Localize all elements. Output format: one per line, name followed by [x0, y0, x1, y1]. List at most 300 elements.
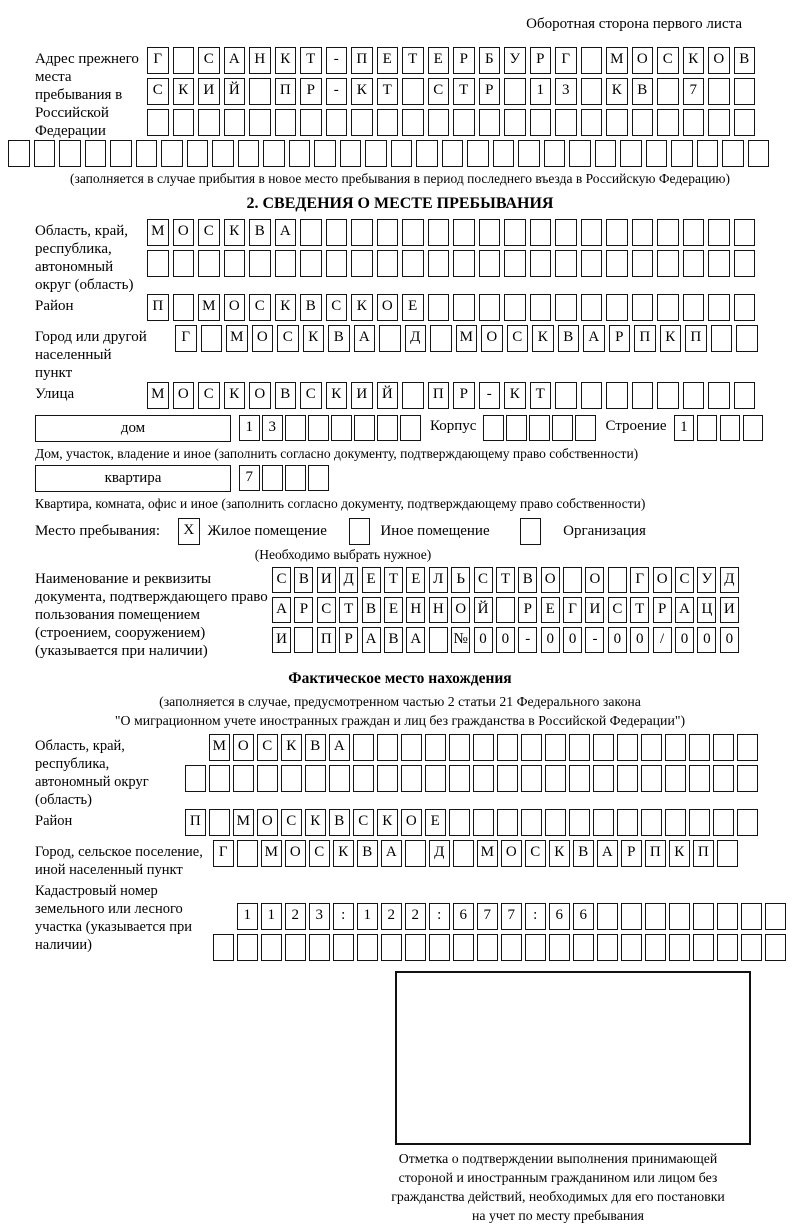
char-cell[interactable]: И — [720, 597, 739, 623]
char-cell[interactable] — [657, 250, 679, 277]
char-cell[interactable]: К — [303, 325, 325, 352]
char-cell[interactable] — [683, 294, 705, 321]
char-cell[interactable]: 1 — [239, 415, 260, 441]
char-cell[interactable]: М — [233, 809, 254, 836]
char-cell[interactable] — [606, 250, 628, 277]
char-cell[interactable]: Н — [429, 597, 448, 623]
char-cell[interactable] — [641, 734, 662, 761]
char-cell[interactable]: - — [518, 627, 537, 653]
char-cell[interactable]: Д — [339, 567, 358, 593]
char-cell[interactable]: С — [608, 597, 627, 623]
char-cell[interactable]: П — [428, 382, 450, 409]
char-cell[interactable] — [357, 934, 378, 961]
char-cell[interactable] — [377, 765, 398, 792]
char-cell[interactable]: 0 — [608, 627, 627, 653]
char-cell[interactable] — [711, 325, 733, 352]
char-cell[interactable] — [453, 250, 475, 277]
char-cell[interactable]: 0 — [697, 627, 716, 653]
char-cell[interactable]: В — [329, 809, 350, 836]
char-cell[interactable] — [300, 250, 322, 277]
char-cell[interactable]: Е — [384, 597, 403, 623]
char-cell[interactable] — [581, 294, 603, 321]
char-cell[interactable] — [521, 809, 542, 836]
char-cell[interactable]: К — [549, 840, 570, 867]
char-cell[interactable] — [530, 109, 552, 136]
char-cell[interactable] — [530, 294, 552, 321]
char-cell[interactable] — [555, 382, 577, 409]
char-cell[interactable] — [212, 140, 234, 167]
char-cell[interactable] — [340, 140, 362, 167]
char-cell[interactable] — [333, 934, 354, 961]
char-cell[interactable] — [300, 109, 322, 136]
char-cell[interactable] — [645, 934, 666, 961]
char-cell[interactable] — [743, 415, 764, 441]
char-cell[interactable]: Т — [339, 597, 358, 623]
char-cell[interactable]: М — [477, 840, 498, 867]
char-cell[interactable]: 2 — [405, 903, 426, 930]
char-cell[interactable]: О — [173, 382, 195, 409]
char-cell[interactable]: А — [362, 627, 381, 653]
char-cell[interactable] — [477, 934, 498, 961]
char-cell[interactable] — [593, 734, 614, 761]
char-cell[interactable] — [353, 765, 374, 792]
char-cell[interactable] — [689, 765, 710, 792]
char-cell[interactable]: А — [329, 734, 350, 761]
char-cell[interactable] — [555, 250, 577, 277]
char-cell[interactable] — [736, 325, 758, 352]
char-cell[interactable]: О — [585, 567, 604, 593]
char-cell[interactable] — [275, 250, 297, 277]
char-cell[interactable]: О — [173, 219, 195, 246]
char-cell[interactable] — [665, 734, 686, 761]
char-cell[interactable]: Й — [474, 597, 493, 623]
char-cell[interactable]: О — [708, 47, 730, 74]
char-cell[interactable]: И — [317, 567, 336, 593]
char-cell[interactable]: О — [541, 567, 560, 593]
char-cell[interactable]: : — [333, 903, 354, 930]
char-cell[interactable]: Е — [425, 809, 446, 836]
char-cell[interactable] — [521, 765, 542, 792]
char-cell[interactable] — [606, 219, 628, 246]
char-cell[interactable]: 0 — [630, 627, 649, 653]
char-cell[interactable] — [621, 903, 642, 930]
char-cell[interactable] — [504, 109, 526, 136]
char-cell[interactable]: С — [353, 809, 374, 836]
char-cell[interactable] — [734, 109, 756, 136]
char-cell[interactable]: - — [326, 47, 348, 74]
char-cell[interactable]: М — [226, 325, 248, 352]
char-cell[interactable] — [402, 382, 424, 409]
char-cell[interactable]: Г — [630, 567, 649, 593]
char-cell[interactable] — [275, 109, 297, 136]
char-cell[interactable] — [555, 109, 577, 136]
checkbox-other-premise[interactable] — [349, 518, 371, 545]
char-cell[interactable]: 3 — [555, 78, 577, 105]
char-cell[interactable] — [569, 140, 591, 167]
char-cell[interactable] — [351, 219, 373, 246]
char-cell[interactable]: Р — [609, 325, 631, 352]
char-cell[interactable]: А — [406, 627, 425, 653]
char-cell[interactable]: О — [252, 325, 274, 352]
char-cell[interactable]: К — [683, 47, 705, 74]
char-cell[interactable] — [479, 219, 501, 246]
char-cell[interactable] — [748, 140, 770, 167]
char-cell[interactable]: 1 — [261, 903, 282, 930]
char-cell[interactable] — [233, 765, 254, 792]
char-cell[interactable] — [326, 250, 348, 277]
char-cell[interactable] — [734, 294, 756, 321]
char-cell[interactable]: 0 — [496, 627, 515, 653]
char-cell[interactable]: В — [305, 734, 326, 761]
char-cell[interactable] — [483, 415, 504, 441]
char-cell[interactable] — [720, 415, 741, 441]
char-cell[interactable] — [581, 109, 603, 136]
char-cell[interactable] — [453, 219, 475, 246]
char-cell[interactable] — [665, 765, 686, 792]
char-cell[interactable]: В — [384, 627, 403, 653]
char-cell[interactable]: К — [281, 734, 302, 761]
char-cell[interactable]: С — [428, 78, 450, 105]
char-cell[interactable]: А — [354, 325, 376, 352]
char-cell[interactable] — [669, 903, 690, 930]
char-cell[interactable]: Т — [300, 47, 322, 74]
char-cell[interactable] — [453, 109, 475, 136]
char-cell[interactable] — [285, 465, 306, 491]
char-cell[interactable] — [713, 734, 734, 761]
char-cell[interactable] — [173, 47, 195, 74]
char-cell[interactable] — [544, 140, 566, 167]
char-cell[interactable] — [737, 809, 758, 836]
char-cell[interactable]: - — [585, 627, 604, 653]
char-cell[interactable]: О — [653, 567, 672, 593]
char-cell[interactable]: С — [249, 294, 271, 321]
char-cell[interactable]: К — [504, 382, 526, 409]
char-cell[interactable] — [734, 78, 756, 105]
char-cell[interactable]: Д — [405, 325, 427, 352]
char-cell[interactable]: С — [326, 294, 348, 321]
char-cell[interactable] — [224, 250, 246, 277]
char-cell[interactable]: Р — [479, 78, 501, 105]
char-cell[interactable] — [669, 934, 690, 961]
char-cell[interactable] — [504, 78, 526, 105]
char-cell[interactable] — [717, 840, 738, 867]
char-cell[interactable]: С — [198, 219, 220, 246]
char-cell[interactable]: С — [257, 734, 278, 761]
char-cell[interactable] — [713, 765, 734, 792]
char-cell[interactable] — [161, 140, 183, 167]
char-cell[interactable]: О — [451, 597, 470, 623]
char-cell[interactable]: П — [317, 627, 336, 653]
char-cell[interactable] — [453, 934, 474, 961]
char-cell[interactable]: А — [597, 840, 618, 867]
char-cell[interactable]: 1 — [357, 903, 378, 930]
char-cell[interactable]: М — [147, 382, 169, 409]
char-cell[interactable]: В — [294, 567, 313, 593]
char-cell[interactable]: К — [224, 219, 246, 246]
char-cell[interactable]: К — [351, 294, 373, 321]
char-cell[interactable] — [405, 840, 426, 867]
char-cell[interactable]: С — [317, 597, 336, 623]
char-cell[interactable] — [377, 109, 399, 136]
char-cell[interactable]: С — [147, 78, 169, 105]
char-cell[interactable]: 7 — [477, 903, 498, 930]
char-cell[interactable] — [501, 934, 522, 961]
char-cell[interactable] — [713, 809, 734, 836]
char-cell[interactable]: № — [451, 627, 470, 653]
char-cell[interactable] — [497, 809, 518, 836]
char-cell[interactable] — [263, 140, 285, 167]
char-cell[interactable] — [717, 934, 738, 961]
char-cell[interactable]: И — [272, 627, 291, 653]
char-cell[interactable] — [597, 903, 618, 930]
char-cell[interactable]: В — [573, 840, 594, 867]
char-cell[interactable] — [530, 250, 552, 277]
char-cell[interactable] — [593, 809, 614, 836]
char-cell[interactable] — [632, 250, 654, 277]
char-cell[interactable]: Г — [555, 47, 577, 74]
char-cell[interactable] — [249, 78, 271, 105]
char-cell[interactable]: Б — [479, 47, 501, 74]
char-cell[interactable] — [429, 627, 448, 653]
char-cell[interactable] — [238, 140, 260, 167]
char-cell[interactable] — [473, 809, 494, 836]
char-cell[interactable] — [449, 734, 470, 761]
char-cell[interactable]: : — [429, 903, 450, 930]
char-cell[interactable]: - — [479, 382, 501, 409]
char-cell[interactable]: К — [377, 809, 398, 836]
char-cell[interactable]: Г — [147, 47, 169, 74]
char-cell[interactable] — [425, 765, 446, 792]
char-cell[interactable] — [617, 809, 638, 836]
char-cell[interactable] — [377, 415, 398, 441]
char-cell[interactable] — [224, 109, 246, 136]
char-cell[interactable] — [697, 415, 718, 441]
char-cell[interactable] — [402, 219, 424, 246]
char-cell[interactable] — [377, 250, 399, 277]
char-cell[interactable] — [351, 109, 373, 136]
char-cell[interactable]: : — [525, 903, 546, 930]
char-cell[interactable]: В — [249, 219, 271, 246]
char-cell[interactable] — [416, 140, 438, 167]
char-cell[interactable] — [621, 934, 642, 961]
char-cell[interactable]: М — [456, 325, 478, 352]
char-cell[interactable] — [521, 734, 542, 761]
char-cell[interactable] — [641, 765, 662, 792]
char-cell[interactable] — [147, 109, 169, 136]
char-cell[interactable] — [354, 415, 375, 441]
char-cell[interactable] — [285, 415, 306, 441]
char-cell[interactable]: В — [362, 597, 381, 623]
char-cell[interactable] — [525, 934, 546, 961]
char-cell[interactable] — [606, 109, 628, 136]
char-cell[interactable]: 6 — [549, 903, 570, 930]
char-cell[interactable]: Т — [453, 78, 475, 105]
char-cell[interactable]: К — [326, 382, 348, 409]
char-cell[interactable]: О — [285, 840, 306, 867]
char-cell[interactable] — [708, 294, 730, 321]
char-cell[interactable] — [173, 250, 195, 277]
char-cell[interactable]: Т — [496, 567, 515, 593]
char-cell[interactable]: К — [532, 325, 554, 352]
char-cell[interactable] — [665, 809, 686, 836]
char-cell[interactable]: К — [173, 78, 195, 105]
char-cell[interactable]: Е — [402, 294, 424, 321]
char-cell[interactable] — [428, 294, 450, 321]
char-cell[interactable]: Р — [339, 627, 358, 653]
char-cell[interactable] — [213, 934, 234, 961]
char-cell[interactable] — [581, 47, 603, 74]
char-cell[interactable] — [428, 250, 450, 277]
char-cell[interactable] — [300, 219, 322, 246]
char-cell[interactable] — [473, 734, 494, 761]
char-cell[interactable]: 6 — [573, 903, 594, 930]
char-cell[interactable] — [708, 250, 730, 277]
char-cell[interactable] — [8, 140, 30, 167]
char-cell[interactable] — [429, 934, 450, 961]
char-cell[interactable]: Р — [294, 597, 313, 623]
char-cell[interactable] — [85, 140, 107, 167]
char-cell[interactable] — [467, 140, 489, 167]
char-cell[interactable] — [581, 219, 603, 246]
char-cell[interactable]: К — [224, 382, 246, 409]
char-cell[interactable]: С — [525, 840, 546, 867]
char-cell[interactable]: М — [209, 734, 230, 761]
char-cell[interactable]: А — [224, 47, 246, 74]
char-cell[interactable]: 3 — [262, 415, 283, 441]
char-cell[interactable] — [257, 765, 278, 792]
char-cell[interactable] — [708, 78, 730, 105]
char-cell[interactable] — [708, 382, 730, 409]
char-cell[interactable]: 0 — [563, 627, 582, 653]
char-cell[interactable]: С — [198, 382, 220, 409]
char-cell[interactable]: Й — [377, 382, 399, 409]
char-cell[interactable] — [187, 140, 209, 167]
char-cell[interactable] — [209, 765, 230, 792]
char-cell[interactable] — [391, 140, 413, 167]
char-cell[interactable] — [632, 219, 654, 246]
char-cell[interactable] — [683, 250, 705, 277]
char-cell[interactable]: М — [261, 840, 282, 867]
char-cell[interactable]: 1 — [674, 415, 695, 441]
char-cell[interactable]: 7 — [239, 465, 260, 491]
char-cell[interactable] — [617, 765, 638, 792]
char-cell[interactable]: Ц — [697, 597, 716, 623]
char-cell[interactable]: В — [734, 47, 756, 74]
char-cell[interactable]: П — [185, 809, 206, 836]
char-cell[interactable] — [281, 765, 302, 792]
char-cell[interactable]: В — [300, 294, 322, 321]
char-cell[interactable]: Т — [630, 597, 649, 623]
char-cell[interactable]: М — [147, 219, 169, 246]
char-cell[interactable] — [329, 765, 350, 792]
char-cell[interactable]: К — [305, 809, 326, 836]
char-cell[interactable] — [479, 294, 501, 321]
char-cell[interactable] — [147, 250, 169, 277]
char-cell[interactable]: О — [401, 809, 422, 836]
char-cell[interactable]: Т — [402, 47, 424, 74]
char-cell[interactable]: С — [277, 325, 299, 352]
char-cell[interactable] — [237, 934, 258, 961]
char-cell[interactable]: К — [275, 294, 297, 321]
char-cell[interactable]: Н — [249, 47, 271, 74]
char-cell[interactable]: О — [224, 294, 246, 321]
char-cell[interactable] — [595, 140, 617, 167]
char-cell[interactable] — [734, 250, 756, 277]
char-cell[interactable] — [401, 734, 422, 761]
char-cell[interactable] — [237, 840, 258, 867]
char-cell[interactable] — [309, 934, 330, 961]
char-cell[interactable] — [671, 140, 693, 167]
char-cell[interactable]: Д — [429, 840, 450, 867]
char-cell[interactable] — [641, 809, 662, 836]
char-cell[interactable]: Е — [362, 567, 381, 593]
char-cell[interactable] — [657, 294, 679, 321]
char-cell[interactable] — [697, 140, 719, 167]
char-cell[interactable] — [377, 734, 398, 761]
char-cell[interactable]: П — [634, 325, 656, 352]
char-cell[interactable] — [518, 140, 540, 167]
char-cell[interactable] — [402, 78, 424, 105]
char-cell[interactable] — [449, 809, 470, 836]
char-cell[interactable] — [606, 382, 628, 409]
char-cell[interactable]: Г — [563, 597, 582, 623]
char-cell[interactable]: Т — [377, 78, 399, 105]
char-cell[interactable]: И — [351, 382, 373, 409]
char-cell[interactable] — [326, 219, 348, 246]
char-cell[interactable] — [377, 219, 399, 246]
char-cell[interactable] — [545, 765, 566, 792]
char-cell[interactable]: Т — [384, 567, 403, 593]
char-cell[interactable]: С — [507, 325, 529, 352]
char-cell[interactable] — [657, 78, 679, 105]
char-cell[interactable]: - — [326, 78, 348, 105]
char-cell[interactable] — [683, 382, 705, 409]
char-cell[interactable]: И — [198, 78, 220, 105]
char-cell[interactable] — [737, 765, 758, 792]
char-cell[interactable]: 1 — [237, 903, 258, 930]
char-cell[interactable] — [430, 325, 452, 352]
char-cell[interactable]: 2 — [285, 903, 306, 930]
char-cell[interactable] — [552, 415, 573, 441]
char-cell[interactable]: Р — [621, 840, 642, 867]
char-cell[interactable] — [428, 109, 450, 136]
char-cell[interactable] — [575, 415, 596, 441]
char-cell[interactable] — [581, 250, 603, 277]
char-cell[interactable] — [569, 734, 590, 761]
char-cell[interactable]: О — [257, 809, 278, 836]
char-cell[interactable]: Ь — [451, 567, 470, 593]
char-cell[interactable] — [683, 109, 705, 136]
char-cell[interactable]: В — [328, 325, 350, 352]
char-cell[interactable]: К — [669, 840, 690, 867]
char-cell[interactable]: С — [309, 840, 330, 867]
char-cell[interactable] — [379, 325, 401, 352]
char-cell[interactable]: С — [675, 567, 694, 593]
char-cell[interactable]: С — [198, 47, 220, 74]
char-cell[interactable] — [765, 934, 786, 961]
char-cell[interactable] — [529, 415, 550, 441]
char-cell[interactable]: М — [198, 294, 220, 321]
char-cell[interactable] — [708, 109, 730, 136]
char-cell[interactable] — [400, 415, 421, 441]
char-cell[interactable] — [201, 325, 223, 352]
char-cell[interactable] — [198, 250, 220, 277]
char-cell[interactable]: А — [583, 325, 605, 352]
char-cell[interactable] — [261, 934, 282, 961]
char-cell[interactable] — [693, 903, 714, 930]
char-cell[interactable] — [34, 140, 56, 167]
char-cell[interactable] — [305, 765, 326, 792]
